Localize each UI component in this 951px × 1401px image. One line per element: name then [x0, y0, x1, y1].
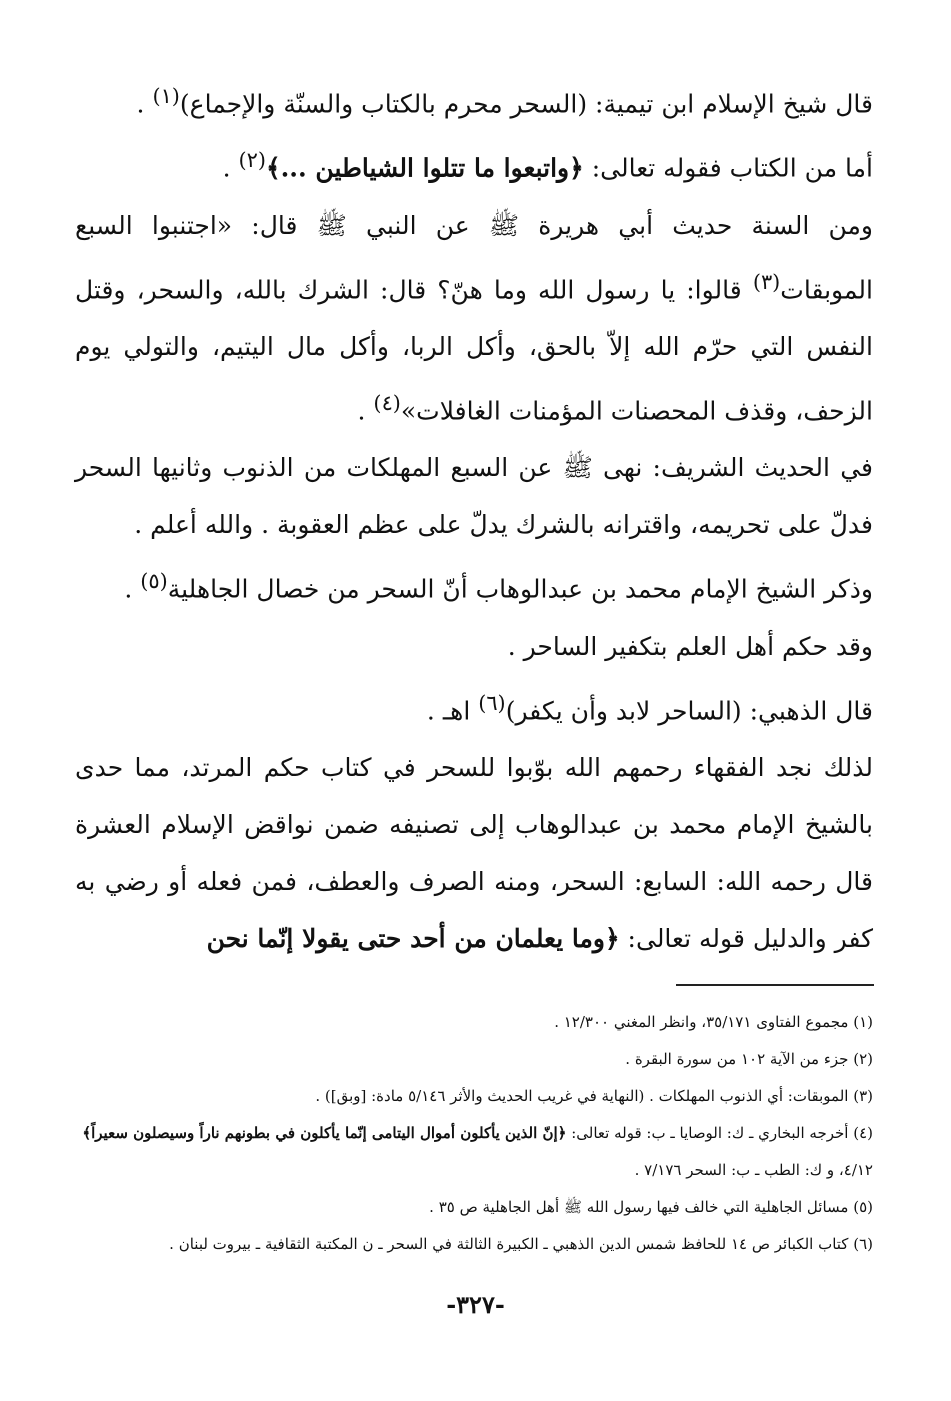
- paragraph-sunnah-evidence: [75, 197, 873, 440]
- quran-quote: ﴿وما يعلمان من أحد حتى يقولا إنّما نحن: [206, 923, 620, 953]
- footnote-ref: (٤): [373, 390, 401, 415]
- footnote-ref: (٣): [752, 269, 781, 294]
- quran-quote: ﴿واتبعوا ما تتلوا الشياطين ...﴾: [265, 153, 584, 183]
- footnote-ref: (١): [152, 84, 180, 108]
- quran-quote: ﴿إنّ الذين يأكلون أموال اليتامى إنّما يأكلون في بطونهم ناراً وسيصلون سعيراً﴾: [82, 1124, 567, 1142]
- paragraph-hadith-commentary: في الحديث الشريف: نهى ﷺ عن السبع المهلكات من الذنوب وثانيها السحر فدلّ على تحريمه، واقترانه بالشرك يدلّ على عظم العقوبة . والله أعلم .: [75, 453, 873, 540]
- footnote-5: (٥) مسائل الجاهلية التي خالف فيها رسول الله ﷺ أهل الجاهلية ص ٣٥ .: [429, 1198, 873, 1216]
- footnote-ref: (٢): [238, 148, 266, 173]
- paragraph-ibn-abdulwahhab: [75, 553, 873, 617]
- footnotes: [75, 1004, 873, 1263]
- paragraph-text: قال شيخ الإسلام ابن تيمية: (السحر محرم بالكتاب والسنّة والإجماع): [179, 89, 873, 119]
- paragraph-text: ومن السنة حديث أبي هريرة ﷺ عن النبي ﷺ قال: «اجتنبوا السبع الموبقات: [75, 210, 873, 304]
- footnote-separator: [676, 984, 874, 986]
- paragraph-text: لذلك نجد الفقهاء رحمهم الله بوّبوا للسحر في كتاب حكم المرتد، مما حدى بالشيخ الإمام محمد بن عبدالوهاب إلى تصنيفه ضمن نواقض الإسلام العشرة قال رحمه الله: السابع: السحر، ومنه الصرف والعطف، فمن فعله أو رضي به كفر والدليل قوله تعالى:: [75, 752, 873, 953]
- paragraph-ibn-taymiyya: [75, 68, 873, 132]
- paragraph-text: أما من الكتاب فقوله تعالى:: [583, 153, 873, 183]
- footnote-text: (٤) أخرجه البخاري ـ ك: الوصايا ـ ب: قوله تعالى:: [566, 1124, 873, 1142]
- punctuation: .: [136, 89, 153, 119]
- punctuation: .: [222, 153, 239, 183]
- footnote-2: (٢) جزء من الآية ١٠٢ من سورة البقرة .: [625, 1050, 873, 1068]
- footnote-3: (٣) الموبقات: أي الذنوب المهلكات . (النهاية في غريب الحديث والأثر ٥/١٤٦ مادة: [وبق]) .: [315, 1087, 873, 1105]
- paragraph-text: وذكر الشيخ الإمام محمد بن عبدالوهاب أنّ السحر من خصال الجاهلية: [167, 574, 873, 604]
- punctuation: .: [124, 574, 141, 604]
- footnote-6: (٦) كتاب الكبائر ص ١٤ للحافظ شمس الدين الذهبي ـ الكبيرة الثالثة في السحر ـ ن المكتبة الثقافية ـ بيروت لبنان .: [169, 1235, 873, 1253]
- footnote-1: (١) مجموع الفتاوى ٣٥/١٧١، وانظر المغني ١٢/٣٠٠ .: [554, 1013, 873, 1031]
- punctuation: .: [357, 396, 374, 426]
- paragraph-jurists: [75, 739, 873, 967]
- footnote-ref: (٥): [140, 569, 168, 594]
- footnote-text: ٤/١٢، و ك: الطب ـ ب: السحر ٧/١٧٦ .: [634, 1161, 873, 1179]
- main-text: [75, 68, 873, 967]
- paragraph-dhahabi: [75, 675, 873, 739]
- punctuation: اهـ .: [426, 695, 479, 725]
- paragraph-quran-evidence: [75, 132, 873, 196]
- paragraph-scholars-ruling: وقد حكم أهل العلم بتكفير الساحر .: [507, 631, 873, 661]
- paragraph-text: قال الذهبي: (الساحر لابد وأن يكفر): [505, 695, 873, 725]
- footnote-ref: (٦): [478, 690, 506, 715]
- page-number: -٣٢٧-: [446, 1290, 505, 1319]
- footnote-4: [75, 1115, 873, 1189]
- hadith-text: قالوا: يا رسول الله وما هنّ؟ قال: الشرك بالله، والسحر، وقتل النفس التي حرّم الله إلاّ بالحق، وأكل الربا، وأكل مال اليتيم، والتولي يوم الزحف، وقذف المحصنات المؤمنات الغافلات»: [75, 274, 873, 426]
